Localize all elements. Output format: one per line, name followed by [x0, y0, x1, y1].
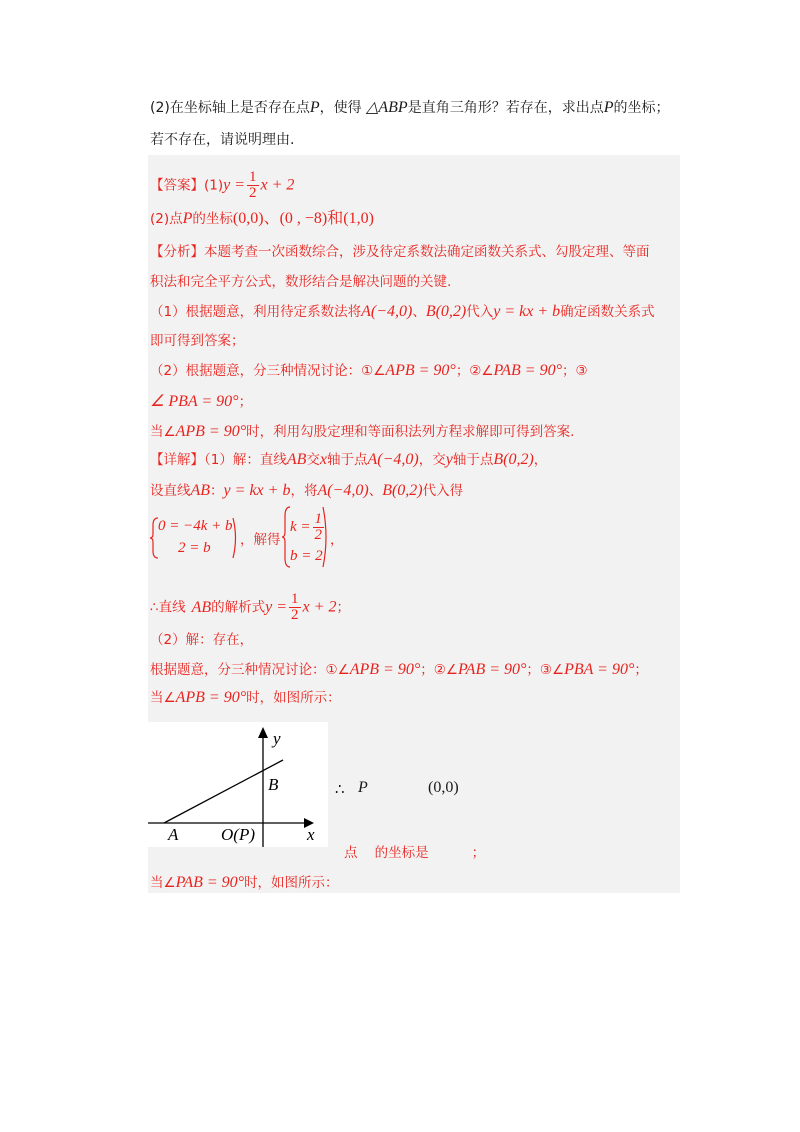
frac-den: 2: [249, 185, 257, 201]
analysis-text: （1）根据题意，利用待定系数法将: [150, 304, 362, 320]
linear-eq: y = kx + b: [493, 303, 561, 320]
solution-text: 时，如图所示：: [246, 690, 341, 706]
case-2: PAB = 90°: [493, 362, 562, 379]
system-solve-text: ，解得: [240, 532, 281, 548]
analysis-text: 时，利用勾股定理和等面积法列方程求解即可得到答案.: [246, 424, 575, 440]
solution-fraction: [289, 592, 301, 623]
case-eq: APB = 90°: [175, 689, 247, 706]
solution-line-2: [150, 481, 463, 501]
solution-text: ；②∠: [420, 662, 458, 678]
solution-text: ；③∠: [526, 662, 565, 678]
solution-text: 的解析式: [211, 599, 266, 616]
answer-line-1: [150, 170, 294, 201]
solution-line-7: [150, 688, 341, 708]
result-k: [290, 512, 326, 543]
analysis-text: 代入: [466, 304, 494, 320]
case-3: ∠ PBA = 90°: [150, 393, 239, 410]
solution-text: ，交: [418, 452, 446, 468]
result-end: ，: [330, 532, 344, 548]
linear-eq: y = kx + b: [223, 482, 291, 499]
point-b: B(0,2): [425, 303, 467, 320]
solution-text: 交: [306, 452, 320, 468]
point-a: A(−4,0): [367, 451, 419, 468]
solution-line-1: [150, 450, 547, 470]
result-k-lhs: k =: [290, 518, 311, 535]
solution-line-5: （2）解：存在，: [150, 632, 254, 648]
analysis-line-1: [150, 242, 650, 262]
solution-text: 轴于点: [452, 452, 494, 468]
question-text: 的坐标；: [613, 100, 670, 116]
analysis-text: ；②∠: [455, 363, 494, 379]
case-2: PAB = 90°: [457, 661, 527, 678]
question-line-1: [150, 98, 669, 118]
point-coordinate-text: 点 的坐标是 ；: [344, 845, 486, 861]
analysis-text: ；: [238, 394, 253, 410]
question-point-p: P: [309, 99, 320, 116]
x-var: x: [319, 451, 327, 468]
solution-line-8: [150, 873, 339, 893]
point-b: B(0,2): [493, 451, 534, 468]
point-a-label: A: [168, 825, 179, 844]
question-triangle: △ABP: [366, 99, 408, 116]
question-text: ，使得: [319, 100, 367, 116]
result-paren-right: [322, 506, 330, 568]
question-line-2: 若不存在，请说明理由.: [150, 132, 295, 148]
solution-text: 设直线: [150, 483, 191, 499]
line-ab: AB: [191, 598, 212, 616]
analysis-text: 本题考查一次函数综合，涉及待定系数法确定函数关系式、勾股定理、等面: [204, 244, 650, 260]
point-a: A(−4,0): [361, 303, 413, 320]
point-b: B(0,2): [382, 482, 423, 499]
solution-text: ：: [210, 483, 224, 499]
answer-eq-lhs: y =: [223, 176, 246, 194]
solution-text: 代入得: [422, 483, 464, 499]
analysis-text: 、: [412, 304, 426, 320]
therefore-point-p: P: [358, 779, 368, 796]
analysis-p2: [150, 361, 588, 381]
answer-part2: (2)点: [150, 211, 183, 227]
origin-coordinate: (0,0): [428, 779, 459, 796]
frac-num: 1: [291, 591, 299, 607]
answer-eq-rhs: x + 2: [260, 176, 295, 194]
frac-num: 1: [249, 169, 257, 185]
solution-line-4: [150, 592, 350, 623]
question-point-p: P: [603, 99, 614, 116]
analysis-p3: [150, 422, 574, 442]
system-paren-right: [232, 517, 240, 559]
solution-text: 、: [368, 483, 383, 499]
solution-text: ，将: [290, 483, 318, 499]
solution-text: ；: [336, 599, 350, 616]
solution-text: 当∠: [150, 875, 176, 891]
case-eq: APB = 90°: [175, 423, 247, 440]
answer-text: 的坐标: [192, 211, 233, 227]
analysis-line-2: 积法和完全平方公式，数形结合是解决问题的关键.: [150, 274, 452, 290]
solution-text: ∴直线: [150, 599, 186, 616]
x-axis-label: x: [307, 825, 315, 844]
system-row-2: 2 = b: [178, 540, 211, 556]
solution-text: （1）解：直线: [204, 452, 287, 468]
analysis-text: 确定函数关系式: [560, 304, 655, 320]
analysis-p2-line2: [150, 392, 252, 412]
point-a: A(−4,0): [317, 482, 369, 499]
solution-text: 轴于点: [327, 452, 368, 468]
eq-lhs: y =: [265, 598, 288, 616]
result-b: b = 2: [290, 548, 323, 564]
question-text: (2)在坐标轴上是否存在点: [150, 100, 310, 116]
system-row-1: 0 = −4k + b: [158, 518, 233, 534]
eq-rhs: x + 2: [302, 598, 337, 616]
frac-den: 2: [291, 607, 299, 623]
solution-text: ；: [634, 662, 648, 678]
analysis-p1-line2: 即可得到答案；: [150, 333, 245, 349]
analysis-text: （2）根据题意，分三种情况讨论：①∠: [150, 363, 386, 379]
solution-text: 时，如图所示：: [244, 875, 339, 891]
analysis-label: 【分析】: [150, 244, 204, 260]
analysis-text: 当∠: [150, 424, 176, 440]
answer-fraction: [247, 170, 259, 201]
line-ab: AB: [190, 482, 211, 499]
case-1: APB = 90°: [349, 661, 421, 678]
question-text: 是直角三角形？若存在，求出点: [407, 100, 604, 116]
frac-den: 2: [314, 527, 323, 543]
frac-num: 1: [314, 511, 323, 527]
answer-line-2: [150, 209, 374, 229]
solution-text: 当∠: [150, 690, 176, 706]
solution-line-6: [150, 660, 648, 680]
answer-label: 【答案】: [150, 177, 204, 194]
case-3: PBA = 90°: [564, 661, 635, 678]
point-b-label: B: [268, 775, 279, 794]
coordinate-graph: [148, 722, 328, 847]
solution-label: 【详解】: [150, 452, 204, 468]
analysis-p1: [150, 302, 655, 322]
solution-text: ，: [533, 452, 548, 468]
case-1: APB = 90°: [385, 362, 456, 379]
case-eq: PAB = 90°: [175, 874, 245, 891]
answer-coords: (0,0)、(0 , −8)和(1,0): [232, 210, 374, 227]
y-axis-label: y: [273, 729, 281, 748]
solution-text: 根据题意，分三种情况讨论：①∠: [150, 662, 350, 678]
analysis-text: ；③: [561, 363, 588, 379]
y-var: y: [445, 451, 453, 468]
answer-point-p: P: [182, 210, 193, 227]
therefore-symbol: ∴: [335, 782, 345, 798]
answer-part1: (1): [204, 177, 224, 194]
origin-label: O(P): [221, 825, 255, 844]
line-ab: AB: [286, 451, 307, 468]
